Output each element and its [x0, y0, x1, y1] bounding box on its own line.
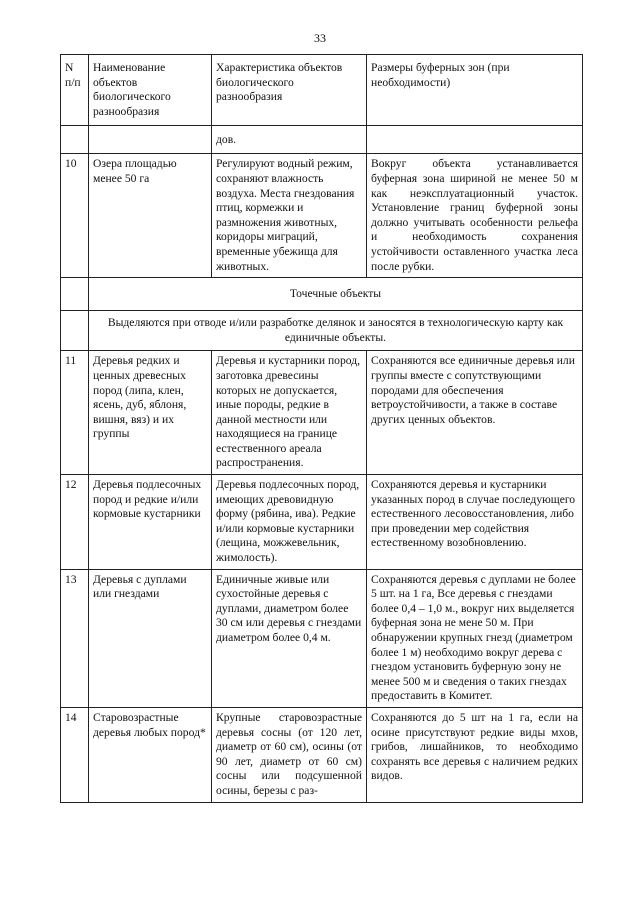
row-12-name: Деревья подлесочных пород и редкие и/или кормовые кустарники — [89, 475, 212, 570]
row-11-name: Деревья редких и ценных древесных пород (липа, клен, ясень, дуб, яблоня, вишня, вяз) и их группы — [89, 351, 212, 475]
section-note-row — [61, 311, 583, 351]
table-row-13 — [61, 569, 583, 707]
page-number: 33 — [314, 31, 326, 45]
section-note: Выделяются при отводе и/или разработке делянок и заносятся в технологическую карту как единичные объекты. — [89, 311, 583, 351]
section-title-num-cell — [61, 278, 89, 311]
continuation-text: дов. — [212, 126, 367, 154]
continuation-row — [61, 126, 583, 154]
row-13-characteristic: Единичные живые или сухостойные деревья с дуплами, диаметром более 30 см или деревья с гнездами диаметром более 0,4 м. — [212, 569, 367, 707]
row-13-buffer: Сохраняются деревья с дуплами не более 5 шт. на 1 га, Все деревья с гнездами более 0,4 – 1,0 м., вокруг них выделяется буферная зона не мене 50 м. При обнаружении крупных гнезд (диаметром более 1 м) необходимо вокруг дерева с гнездом установить буферную зону не менее 500 м и сведения о таких гнездах предоставить в Комитет. — [367, 569, 583, 707]
section-title-row — [61, 278, 583, 311]
row-12-buffer: Сохраняются деревья и кустарники указанных пород в случае последующего естественного лесовосстановления, либо при проведении мер содействия естественному возобновлению. — [367, 475, 583, 570]
row-14-num: 14 — [61, 707, 89, 802]
row-14-characteristic: Крупные старовозрастные деревья сосны (от 120 лет, диаметр от 60 см), осины (от 90 лет, диаметр от 60 см) сосны или подсушенной осины, березы с раз- — [212, 707, 367, 802]
continuation-buffer-cell — [367, 126, 583, 154]
row-12-num: 12 — [61, 475, 89, 570]
row-10-characteristic: Регулируют водный режим, сохраняют влажность воздуха. Места гнездования птиц, кормежки и размножения животных, коридоры миграций, временные убежища для животных. — [212, 154, 367, 278]
row-10-name: Озера площадью менее 50 га — [89, 154, 212, 278]
biodiversity-table — [60, 54, 583, 803]
row-13-name: Деревья с дуплами или гнездами — [89, 569, 212, 707]
row-11-characteristic: Деревья и кустарники пород, заготовка древесины которых не допускается, иные породы, редкие в данной местности или находящиеся на границе естественного ареала распространения. — [212, 351, 367, 475]
section-note-num-cell — [61, 311, 89, 351]
header-num: N п/п — [61, 55, 89, 126]
table-row-14 — [61, 707, 583, 802]
table-header-row — [61, 55, 583, 126]
row-14-name: Старовозрастные деревья любых пород* — [89, 707, 212, 802]
row-10-num: 10 — [61, 154, 89, 278]
table-row-12 — [61, 475, 583, 570]
row-14-buffer: Сохраняются до 5 шт на 1 га, если на осине присутствуют редкие виды мхов, грибов, лишайников, то необходимо сохранять все деревья с наличием редких видов. — [367, 707, 583, 802]
section-title: Точечные объекты — [89, 278, 583, 311]
row-11-buffer: Сохраняются все единичные деревья или группы вместе с сопутствующими породами для обеспечения ветроустойчивости, а также в составе других ценных объектов. — [367, 351, 583, 475]
table-row-11 — [61, 351, 583, 475]
header-buffer: Размеры буферных зон (при необходимости) — [367, 55, 583, 126]
row-13-num: 13 — [61, 569, 89, 707]
row-10-buffer: Вокруг объекта устанавливается буферная зона шириной не менее 50 м как неэксплуатационный участок. Установление границ буферной зоны должно учитывать особенности рельефа и необходимость сохранения устойчивости оставленного участка леса после рубки. — [367, 154, 583, 278]
row-11-num: 11 — [61, 351, 89, 475]
header-characteristic: Характеристика объектов биологического разнообразия — [212, 55, 367, 126]
continuation-num-cell — [61, 126, 89, 154]
header-name: Наименование объектов биологического разнообразия — [89, 55, 212, 126]
continuation-name-cell — [89, 126, 212, 154]
row-12-characteristic: Деревья подлесочных пород, имеющих древовидную форму (рябина, ива). Редкие и/или кормовые кустарники (лещина, можжевельник, жимолость). — [212, 475, 367, 570]
table-row-10 — [61, 154, 583, 278]
